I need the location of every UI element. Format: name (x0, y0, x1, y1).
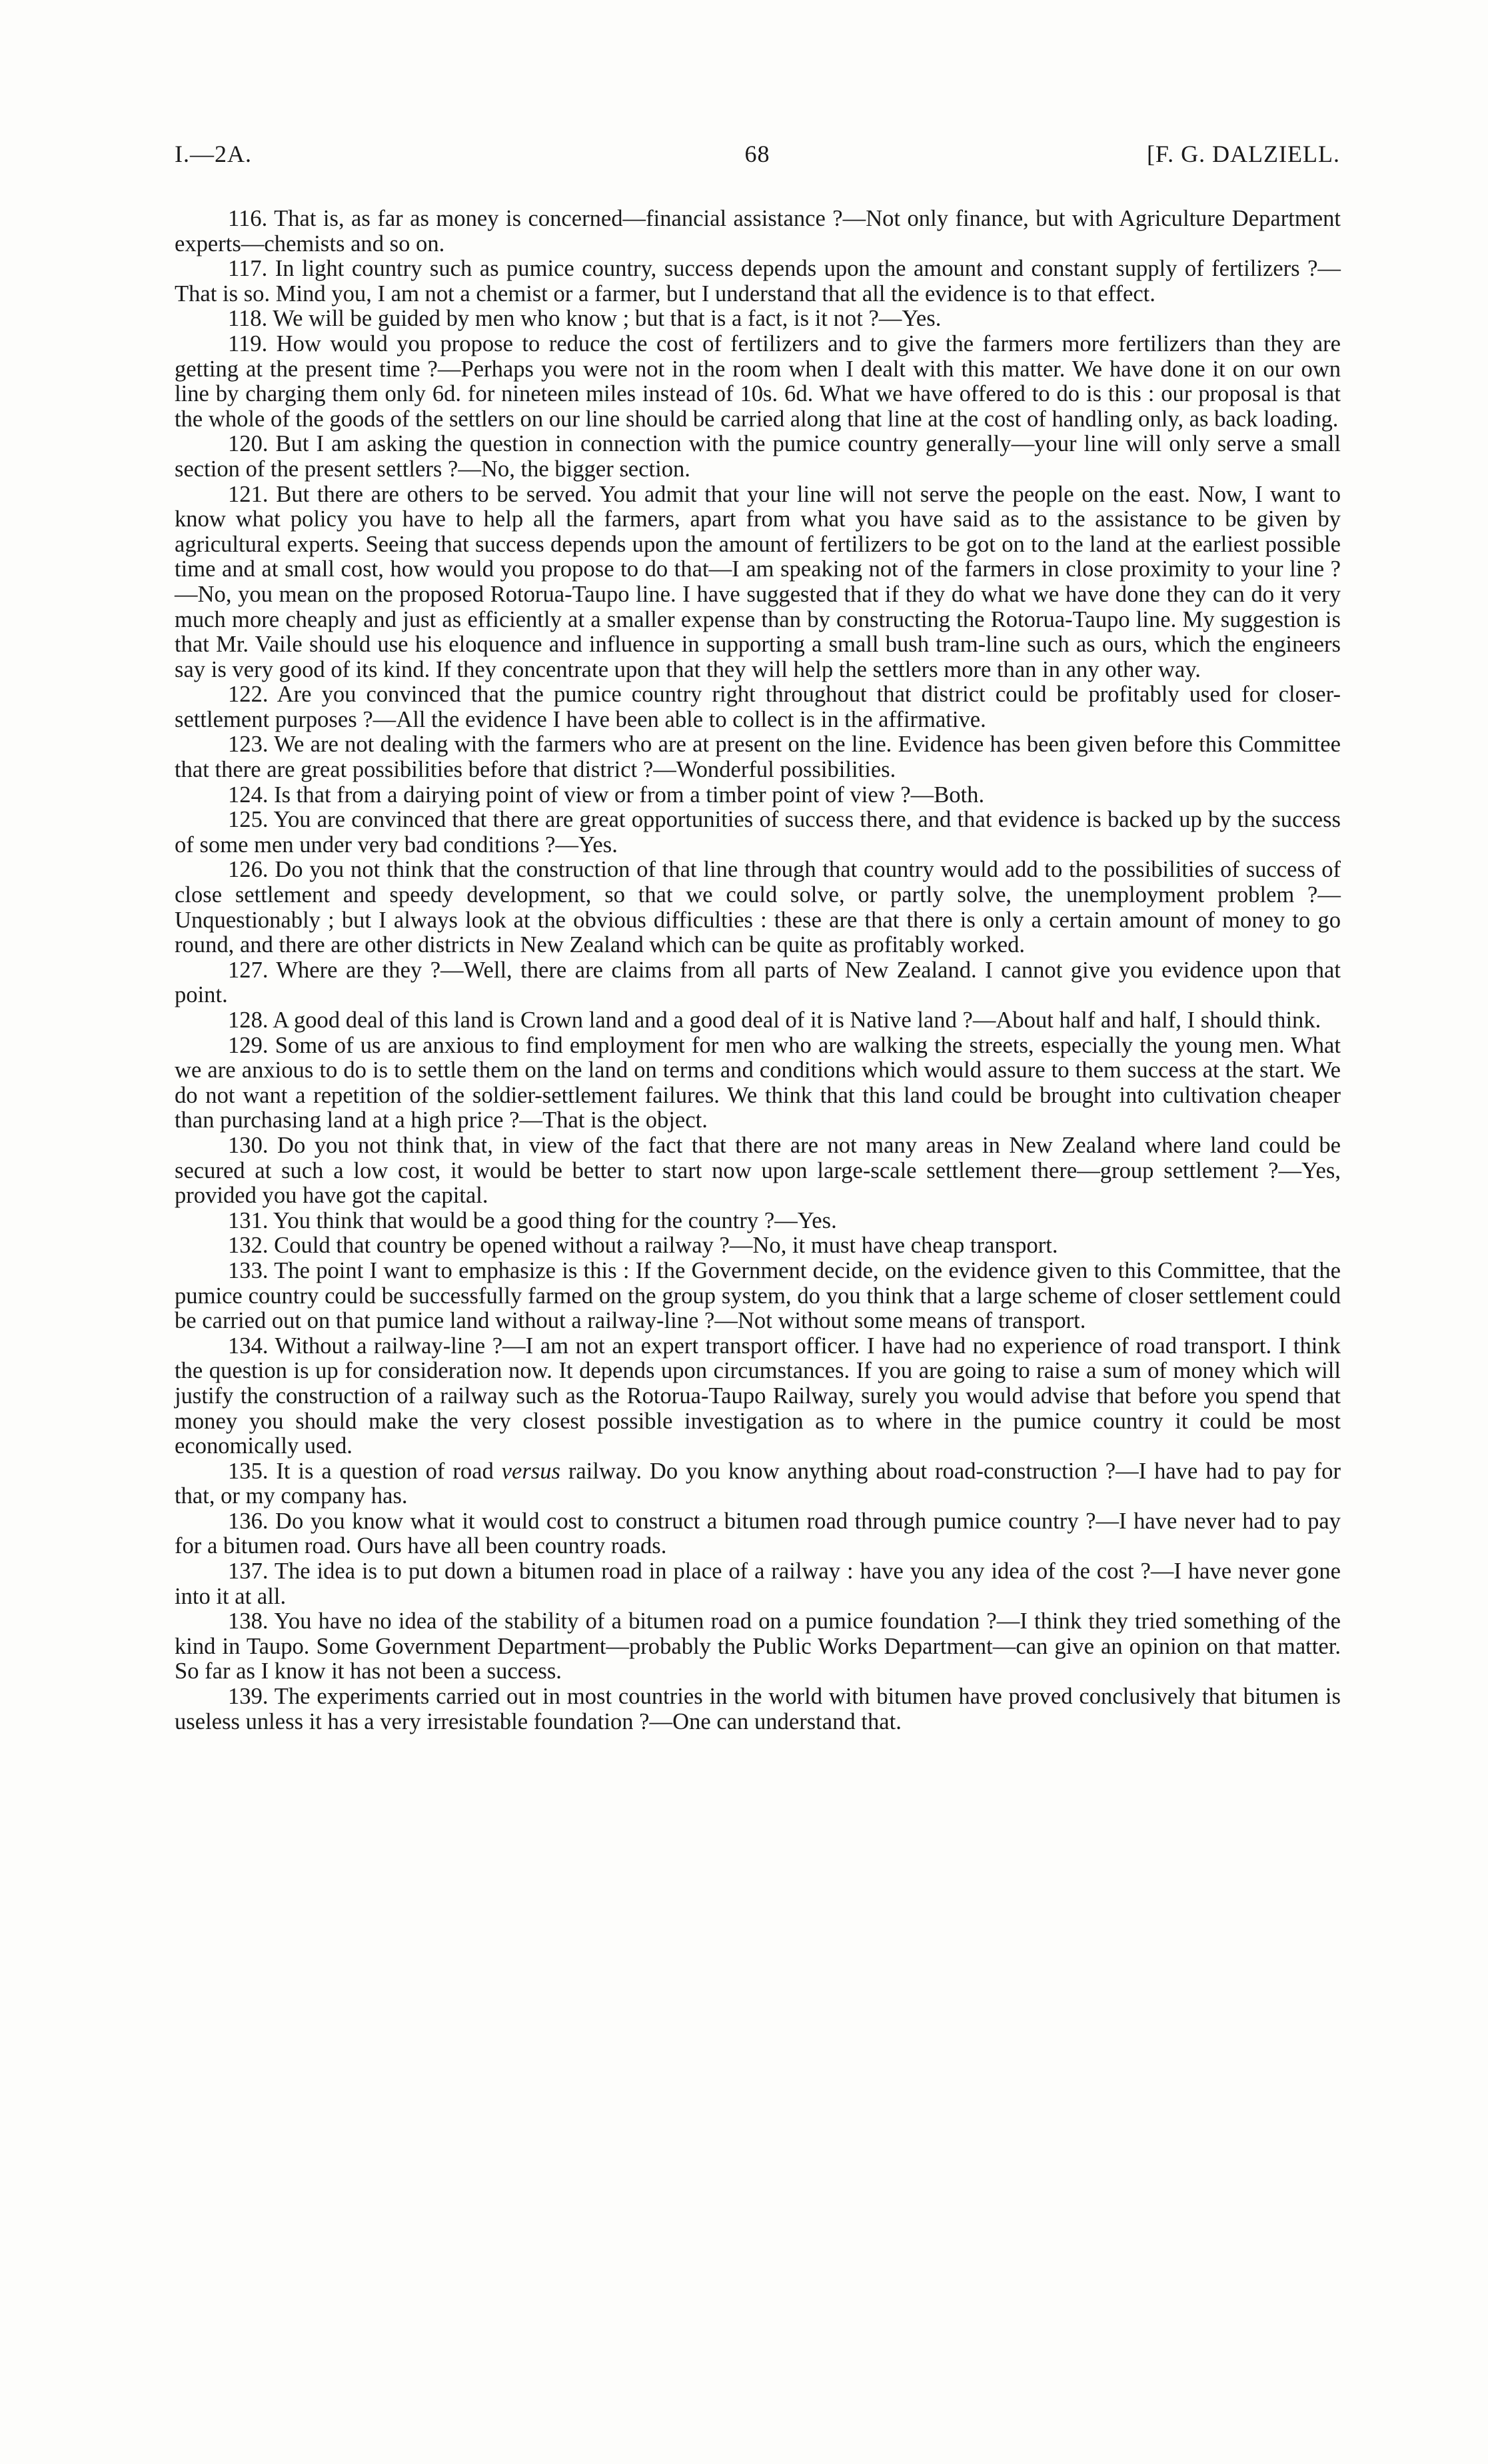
question-134 (175, 1334, 1341, 1459)
document-body (175, 207, 1341, 1734)
question-131 (175, 1209, 1341, 1234)
question-120 (175, 432, 1341, 482)
question-number: 123. (228, 732, 269, 758)
question-133 (175, 1259, 1341, 1334)
question-number: 135. (228, 1458, 269, 1484)
question-124 (175, 783, 1341, 808)
question-number: 120. (228, 431, 269, 457)
question-text: It is a question of road (276, 1458, 502, 1484)
page-header (175, 140, 1340, 173)
question-number: 124. (228, 782, 269, 808)
page-number: 68 (744, 141, 770, 167)
question-number: 130. (228, 1132, 269, 1158)
question-text: In light country such as pumice country, success depends upon the amount and constant supply of fertilizers ?—That is so. Mind you, I am not a chemist or a farmer, but I understand that all the evidence is to that effect. (175, 256, 1341, 307)
question-125 (175, 808, 1341, 858)
question-number: 128. (228, 1007, 269, 1033)
question-text: The experiments carried out in most countries in the world with bitumen have proved conclusively that bitumen is useless unless it has a very irresistable foundation ?—One can understand that. (175, 1684, 1341, 1734)
question-text: A good deal of this land is Crown land and a good deal of it is Native land ?—About half and half, I should think. (273, 1007, 1321, 1033)
question-text: The idea is to put down a bitumen road in place of a railway : have you any idea of the cost ?—I have never gone into it at all. (175, 1558, 1341, 1609)
question-text: Are you convinced that the pumice country right throughout that district could be profitably used for closer-settlement purposes ?—All the evidence I have been able to collect is in the affirmative. (175, 682, 1341, 732)
question-number: 122. (228, 682, 269, 708)
question-text-continued: railway. Do you know anything about road-construction ?—I have had to pay for that, or my company has. (175, 1458, 1341, 1509)
question-number: 139. (228, 1684, 269, 1710)
question-116 (175, 207, 1341, 257)
question-number: 132. (228, 1233, 269, 1259)
question-text: Where are they ?—Well, there are claims from all parts of New Zealand. I cannot give you evidence upon that point. (175, 957, 1341, 1008)
question-number: 136. (228, 1508, 269, 1534)
question-text: How would you propose to reduce the cost of fertilizers and to give the farmers more fertilizers than they are getting at the present time ?—Perhaps you were not in the room when I dealt with this matter. We have done it on our own line by charging them only 6d. for nineteen miles instead of 10s. 6d. What we have offered to do is this : our proposal is that the whole of the goods of the settlers on our line should be carried along that line at the cost of handling only, as back loading. (175, 330, 1341, 432)
question-text: You think that would be a good thing for the country ?—Yes. (273, 1207, 837, 1233)
question-138 (175, 1609, 1341, 1684)
question-130 (175, 1133, 1341, 1209)
question-text: But there are others to be served. You admit that your line will not serve the people on the east. Now, I want to know what policy you have to help all the farmers, apart from what you have said as to the assistance to be given by agricultural experts. Seeing that success depends upon the amount of fertilizers to be got on to the land at the earliest possible time and at small cost, how would you propose to do that—I am speaking not of the farmers in close proximity to your line ?—No, you mean on the proposed Rotorua-Taupo line. I have suggested that if they do what we have done they can do it very much more cheaply and just as efficiently at a smaller expense than by constructing the Rotorua-Taupo line. My suggestion is that Mr. Vaile should use his eloquence and influence in supporting a small bush tram-line such as ours, which the engineers say is very good of its kind. If they concentrate upon that they will help the settlers more than in any other way. (175, 481, 1341, 682)
question-123 (175, 732, 1341, 782)
question-text: Some of us are anxious to find employment for men who are walking the streets, especially the young men. What we are anxious to do is to settle them on the land on terms and conditions which would assure to them success at the start. We do not want a repetition of the soldier-settlement failures. We think that this land could be brought into cultivation cheaper than purchasing land at a high price ?—That is the object. (175, 1032, 1341, 1133)
question-text: You have no idea of the stability of a bitumen road on a pumice foundation ?—I think they tried something of the kind in Taupo. Some Government Department—probably the Public Works Department—can give an opinion on that matter. So far as I know it has not been a success. (175, 1608, 1341, 1684)
italic-versus: versus (501, 1458, 560, 1484)
question-number: 131. (228, 1207, 269, 1233)
question-text: That is, as far as money is concerned—financial assistance ?—Not only finance, but with Agriculture Department experts—chemists and so on. (175, 206, 1341, 257)
question-139 (175, 1684, 1341, 1734)
question-number: 118. (228, 306, 268, 332)
question-126 (175, 858, 1341, 957)
question-number: 138. (228, 1608, 269, 1634)
question-number: 127. (228, 957, 269, 983)
question-132 (175, 1233, 1341, 1259)
question-122 (175, 682, 1341, 732)
question-number: 126. (228, 857, 269, 883)
question-137 (175, 1559, 1341, 1609)
question-text: The point I want to emphasize is this : If the Government decide, on the evidence given to this Committee, that the pumice country could be successfully farmed on the group system, do you think that a large scheme of closer settlement could be carried out on that pumice land without a railway-line ?—Not without some means of transport. (175, 1257, 1341, 1334)
question-136 (175, 1509, 1341, 1559)
question-text: You are convinced that there are great opportunities of success there, and that evidence is backed up by the success of some men under very bad conditions ?—Yes. (175, 807, 1341, 858)
question-text: But I am asking the question in connection with the pumice country generally—your line will only serve a small section of the present settlers ?—No, the bigger section. (175, 431, 1341, 482)
question-number: 125. (228, 807, 269, 833)
question-129 (175, 1033, 1341, 1133)
question-text: Do you not think that the construction of that line through that country would add to the possibilities of success of close settlement and speedy development, so that we could solve, or partly solve, the unemployment problem ?—Unquestionably ; but I always look at the obvious difficulties : these are that there is only a certain amount of money to go round, and there are other districts in New Zealand which can be quite as profitably worked. (175, 857, 1341, 958)
question-text: Do you know what it would cost to construct a bitumen road through pumice country ?—I have never had to pay for a bitumen road. Ours have all been country roads. (175, 1508, 1341, 1559)
question-text: We will be guided by men who know ; but that is a fact, is it not ?—Yes. (273, 306, 942, 332)
question-number: 134. (228, 1333, 269, 1359)
question-135 (175, 1459, 1341, 1509)
question-number: 133. (228, 1257, 269, 1283)
document-reference: I.—2A. (175, 141, 252, 167)
question-number: 129. (228, 1032, 269, 1058)
question-119 (175, 332, 1341, 432)
question-117 (175, 257, 1341, 307)
question-text: Do you not think that, in view of the fact that there are not many areas in New Zealand where land could be secured at such a low cost, it would be better to start now upon large-scale settlement there—group settlement ?—Yes, provided you have got the capital. (175, 1132, 1341, 1209)
question-number: 137. (228, 1558, 269, 1584)
question-number: 121. (228, 481, 269, 507)
question-121 (175, 482, 1341, 683)
question-text: Is that from a dairying point of view or from a timber point of view ?—Both. (274, 782, 985, 808)
question-number: 117. (228, 256, 268, 282)
question-text: We are not dealing with the farmers who are at present on the line. Evidence has been given before this Committee that there are great possibilities before that district ?—Wonderful possibilities. (175, 732, 1341, 783)
question-text: Could that country be opened without a railway ?—No, it must have cheap transport. (274, 1233, 1058, 1259)
witness-name: [F. G. DALZIELL. (1146, 141, 1340, 167)
question-127 (175, 958, 1341, 1008)
question-number: 116. (228, 206, 268, 231)
question-number: 119. (228, 330, 268, 356)
question-128 (175, 1008, 1341, 1033)
question-text: Without a railway-line ?—I am not an expert transport officer. I have had no experience of road transport. I think the question is up for consideration now. It depends upon circumstances. If you are going to raise a sum of money which will justify the construction of a railway such as the Rotorua-Taupo Railway, surely you would advise that before you spend that money you should make the very closest possible investigation as to where in the pumice country it could be most economically used. (175, 1333, 1341, 1459)
question-118 (175, 307, 1341, 332)
